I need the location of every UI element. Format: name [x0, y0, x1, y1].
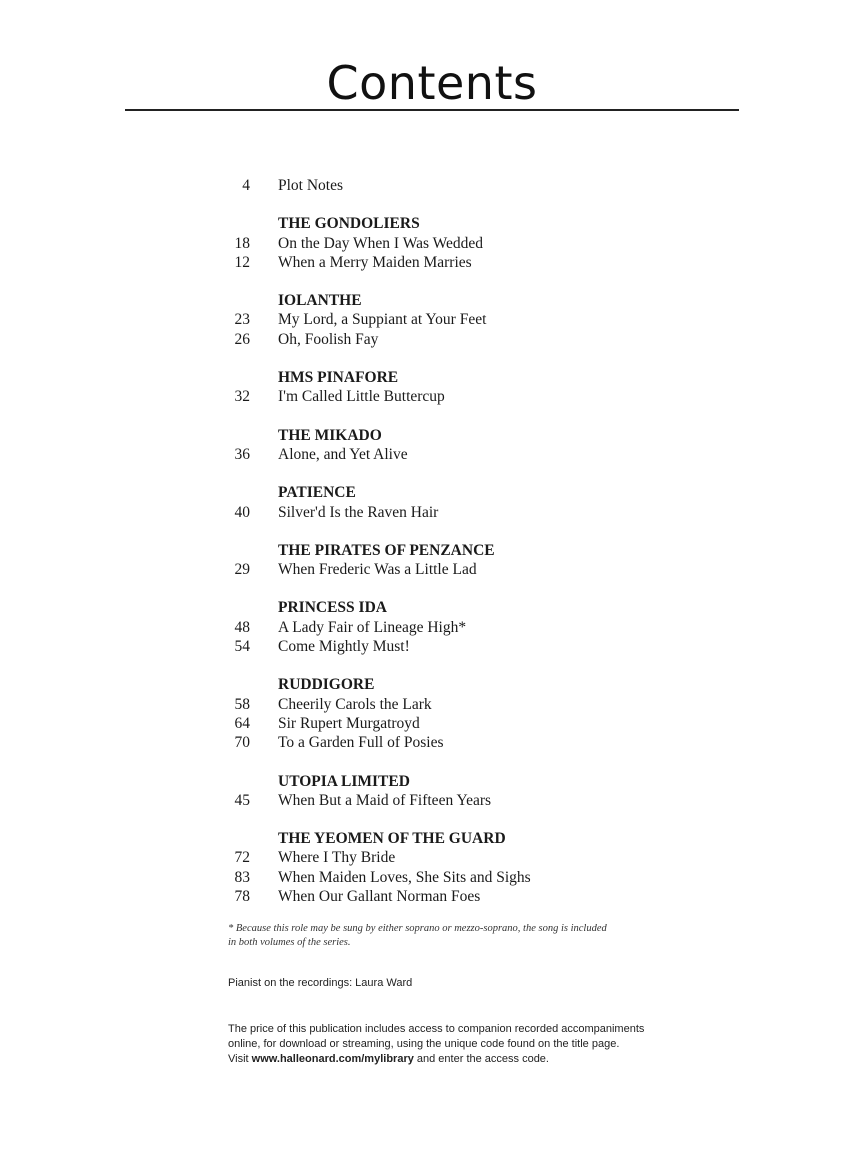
toc-entry-title: Where I Thy Bride — [278, 849, 396, 867]
toc-entry[interactable] — [228, 560, 688, 579]
section-heading: THE GONDOLIERS — [278, 215, 420, 233]
toc-entry[interactable] — [228, 714, 688, 733]
section-heading: RUDDIGORE — [278, 676, 375, 694]
section-heading: THE YEOMEN OF THE GUARD — [278, 830, 506, 848]
toc-entry-title: When Our Gallant Norman Foes — [278, 888, 481, 906]
toc-page-number: 4 — [242, 177, 250, 194]
pianist-credit: Pianist on the recordings: Laura Ward — [228, 977, 413, 989]
toc-entry-title: Oh, Foolish Fay — [278, 330, 379, 348]
toc-page-number: 64 — [234, 714, 250, 732]
toc-page-number: 45 — [234, 791, 250, 809]
section-spacer — [228, 195, 688, 214]
toc-entry-title: My Lord, a Suppiant at Your Feet — [278, 311, 487, 329]
section-heading: PATIENCE — [278, 484, 356, 502]
section-heading: THE PIRATES OF PENZANCE — [278, 541, 495, 559]
toc-entry[interactable] — [228, 733, 688, 752]
notice-line — [228, 1052, 698, 1067]
toc-entry-title: When But a Maid of Fifteen Years — [278, 791, 492, 809]
toc-entry-title: A Lady Fair of Lineage High* — [278, 618, 467, 636]
toc-page-number: 36 — [234, 445, 250, 463]
toc-page-number: 26 — [234, 330, 250, 348]
toc-page-number: 70 — [234, 734, 250, 752]
library-link[interactable]: www.halleonard.com/mylibrary — [251, 1053, 414, 1065]
toc-entry[interactable] — [228, 695, 688, 714]
toc-page-number: 40 — [234, 503, 250, 521]
toc-entry[interactable] — [228, 791, 688, 810]
section-spacer — [228, 522, 688, 541]
toc-page-number: 29 — [234, 561, 250, 579]
toc-page-number: 18 — [234, 234, 250, 252]
access-notice — [228, 1022, 698, 1067]
section-heading: PRINCESS IDA — [278, 599, 387, 617]
toc-entry-title: Alone, and Yet Alive — [278, 445, 408, 463]
toc-entry[interactable] — [228, 618, 688, 637]
toc-entry[interactable] — [228, 848, 688, 867]
toc-entry-title: Sir Rupert Murgatroyd — [278, 714, 420, 732]
section-spacer — [228, 464, 688, 483]
toc-entry-title: To a Garden Full of Posies — [278, 734, 444, 752]
toc-entry[interactable] — [228, 887, 688, 906]
toc-page-number: 54 — [234, 638, 250, 656]
section-spacer — [228, 349, 688, 368]
section-spacer — [228, 579, 688, 598]
footnote-line: * Because this role may be sung by either soprano or mezzo-soprano, the song is included — [228, 923, 607, 934]
section-spacer — [228, 810, 688, 829]
page-title: Contents — [326, 56, 538, 110]
toc-sections — [228, 195, 688, 906]
footnote — [228, 922, 668, 949]
toc-entry[interactable] — [228, 868, 688, 887]
toc-entry[interactable] — [228, 330, 688, 349]
toc-page-number: 72 — [234, 849, 250, 867]
toc-entry-title: Plot Notes — [278, 177, 344, 194]
toc-page-number: 48 — [234, 618, 250, 636]
section-spacer — [228, 407, 688, 426]
section-heading: UTOPIA LIMITED — [278, 772, 410, 790]
toc-entry[interactable] — [228, 503, 688, 522]
toc-entry-title: I'm Called Little Buttercup — [278, 388, 445, 406]
notice-line: online, for download or streaming, using the unique code found on the title page. — [228, 1038, 620, 1050]
section-heading: IOLANTHE — [278, 292, 362, 310]
toc-entry[interactable] — [228, 310, 688, 329]
section-heading: HMS PINAFORE — [278, 369, 399, 387]
toc-entry[interactable] — [228, 253, 688, 272]
table-of-contents — [228, 176, 688, 906]
toc-entry[interactable] — [228, 637, 688, 656]
toc-page-number: 32 — [234, 388, 250, 406]
toc-entry-title: When Frederic Was a Little Lad — [278, 561, 477, 579]
title-rule — [125, 109, 739, 111]
notice-line: The price of this publication includes access to companion recorded accompaniments — [228, 1023, 645, 1035]
toc-page-number: 23 — [234, 311, 250, 329]
section-heading: THE MIKADO — [278, 426, 382, 444]
toc-entry-title: Cheerily Carols the Lark — [278, 695, 432, 713]
toc-entry-title: Come Mightly Must! — [278, 638, 410, 656]
toc-entry-plot-notes[interactable] — [228, 176, 688, 195]
toc-entry-title: When a Merry Maiden Marries — [278, 253, 472, 271]
footnote-line: in both volumes of the series. — [228, 936, 351, 948]
toc-page-number: 78 — [234, 888, 250, 906]
notice-text: and enter the access code. — [413, 1053, 549, 1065]
toc-page-number: 83 — [234, 868, 250, 886]
toc-entry[interactable] — [228, 387, 688, 406]
section-spacer — [228, 656, 688, 675]
notice-text: Visit — [228, 1053, 252, 1065]
toc-entry-title: Silver'd Is the Raven Hair — [278, 503, 439, 521]
toc-page-number: 58 — [234, 695, 250, 713]
toc-entry[interactable] — [228, 234, 688, 253]
section-spacer — [228, 272, 688, 291]
toc-page-number: 12 — [234, 253, 250, 271]
toc-entry-title: On the Day When I Was Wedded — [278, 234, 483, 252]
toc-entry[interactable] — [228, 445, 688, 464]
toc-entry-title: When Maiden Loves, She Sits and Sighs — [278, 868, 531, 886]
section-spacer — [228, 753, 688, 772]
